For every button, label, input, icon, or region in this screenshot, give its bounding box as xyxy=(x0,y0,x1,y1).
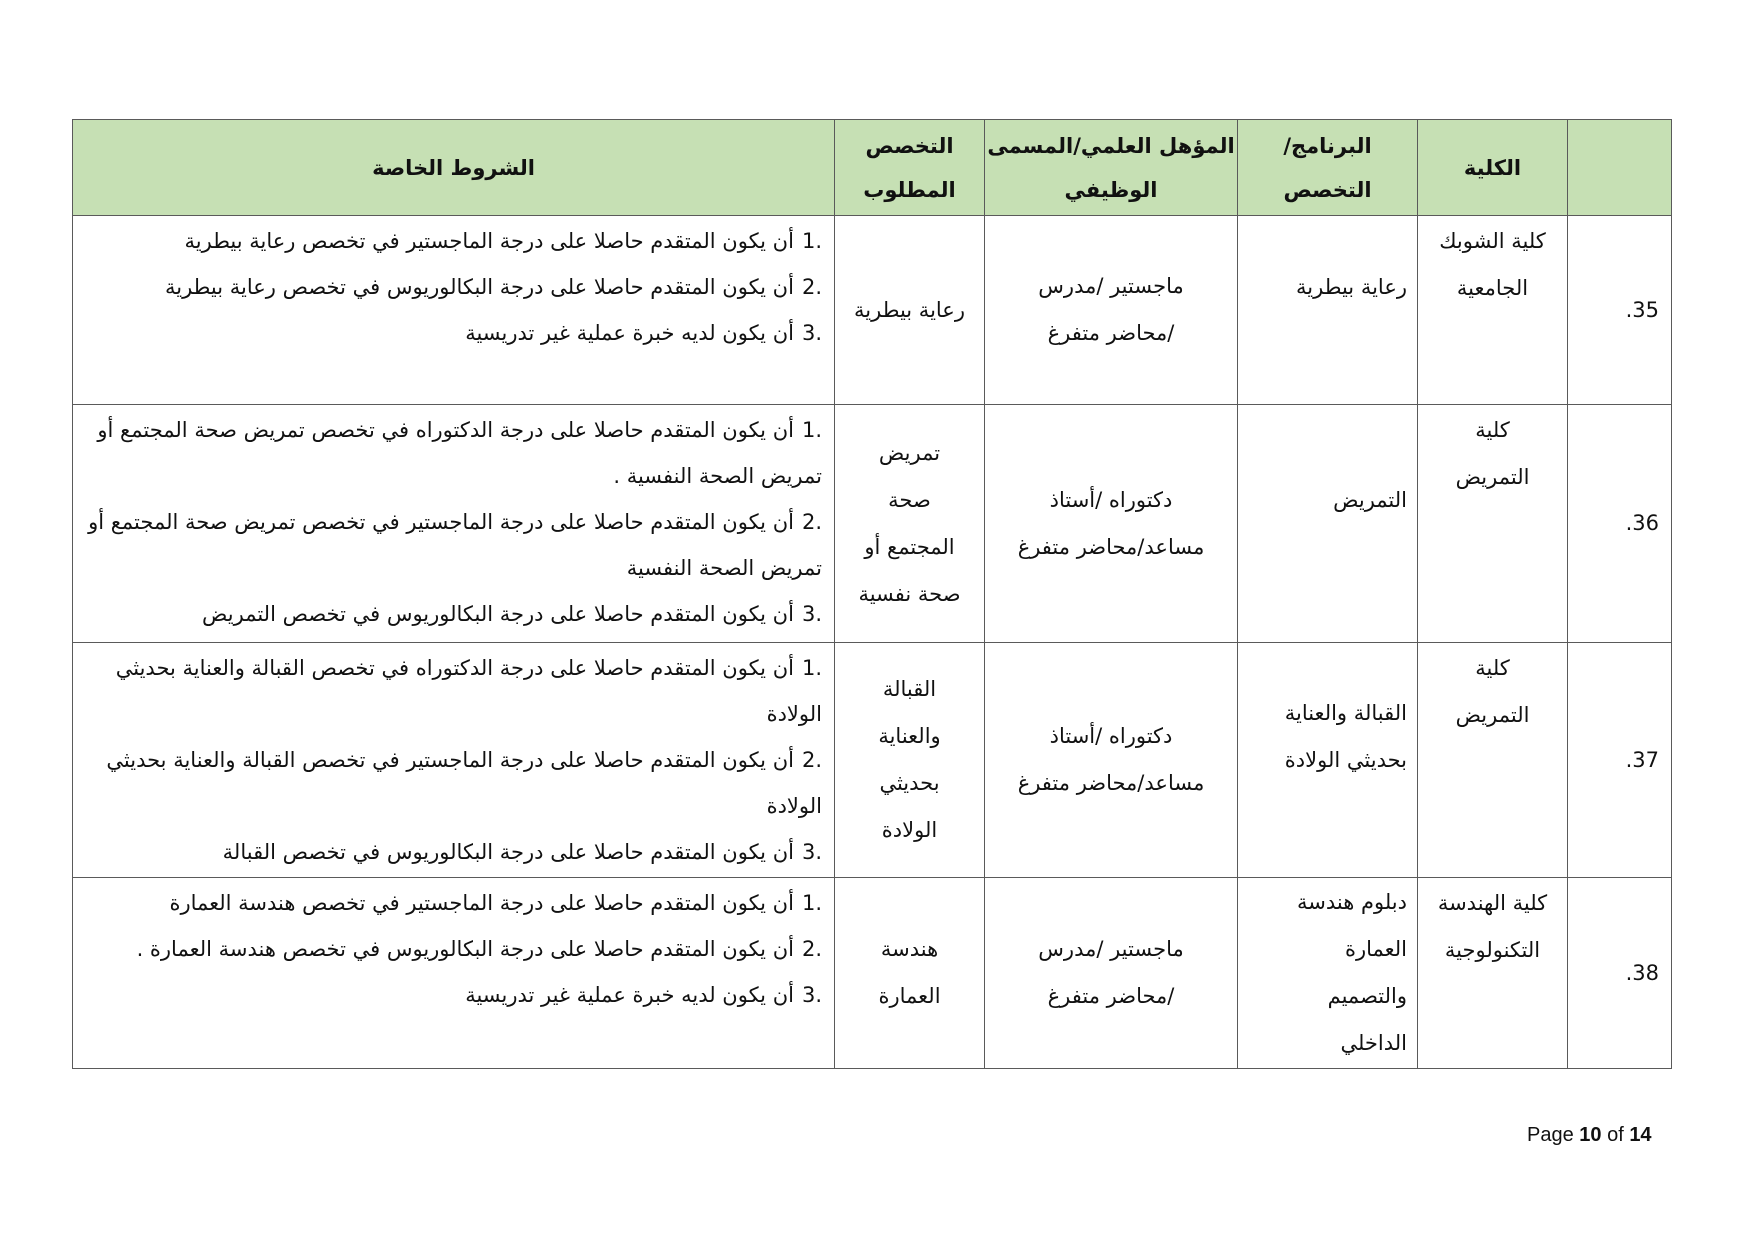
conditions-cell xyxy=(73,405,834,642)
positions-table xyxy=(72,119,1672,1069)
condition-number: 2. xyxy=(801,937,822,961)
specialization-cell-line: والعناية xyxy=(878,724,941,748)
program-cell xyxy=(1238,216,1417,404)
page-number: 10 xyxy=(1579,1124,1602,1146)
condition-item xyxy=(83,218,822,264)
condition-number: 3. xyxy=(801,840,822,864)
program-cell xyxy=(1238,405,1417,642)
condition-number: 1. xyxy=(801,229,822,253)
specialization-cell xyxy=(835,878,984,1068)
condition-item xyxy=(83,645,822,737)
college-cell-line: كلية xyxy=(1475,656,1510,680)
condition-item xyxy=(83,310,822,356)
condition-number: 3. xyxy=(801,983,822,1007)
row-number-cell xyxy=(1568,878,1671,1068)
qualification-cell-line: ماجستير /مدرس xyxy=(1038,274,1184,298)
qualification-cell-line: /محاضر متفرغ xyxy=(1047,321,1175,345)
condition-number: 2. xyxy=(801,510,822,534)
condition-text: أن يكون المتقدم حاصلا على درجة البكالوريوس في تخصص التمريض xyxy=(202,602,794,626)
condition-item xyxy=(83,972,822,1018)
qualification-cell-line: دكتوراه /أستاذ xyxy=(1049,487,1173,512)
program-cell-line: بحديثي الولادة xyxy=(1284,748,1407,772)
row-number: 36. xyxy=(1625,511,1659,535)
header-college xyxy=(1418,120,1567,215)
row-number-cell xyxy=(1568,216,1671,404)
specialization-cell xyxy=(835,405,984,642)
college-cell xyxy=(1418,216,1567,404)
program-cell-line: رعاية بيطرية xyxy=(1296,274,1407,299)
condition-text: أن يكون لديه خبرة عملية غير تدريسية xyxy=(465,983,794,1007)
header-specialization xyxy=(835,120,984,215)
program-cell-line: دبلوم هندسة xyxy=(1297,890,1407,914)
program-cell-line: والتصميم xyxy=(1327,984,1407,1008)
condition-number: 1. xyxy=(801,656,822,680)
header-qualification-label: الوظيفي xyxy=(1064,177,1158,202)
qualification-cell-line: ماجستير /مدرس xyxy=(1038,937,1184,961)
college-cell xyxy=(1418,405,1567,642)
condition-number: 2. xyxy=(801,275,822,299)
header-specialization-label: المطلوب xyxy=(863,177,956,202)
condition-text: أن يكون المتقدم حاصلا على درجة الماجستير في تخصص القبالة والعناية بحديثي الولادة xyxy=(106,748,822,818)
header-conditions xyxy=(73,120,834,215)
page-total: 14 xyxy=(1629,1124,1652,1146)
row-number: 38. xyxy=(1625,960,1659,985)
conditions-cell xyxy=(73,643,834,877)
condition-item xyxy=(83,737,822,829)
header-college-label: الكلية xyxy=(1463,155,1522,180)
college-cell-line: كلية الهندسة xyxy=(1437,891,1548,915)
condition-text: أن يكون المتقدم حاصلا على درجة الماجستير في تخصص تمريض صحة المجتمع أو تمريض الصحة النفسية xyxy=(88,510,822,580)
row-number: 35. xyxy=(1625,297,1659,322)
condition-text: أن يكون لديه خبرة عملية غير تدريسية xyxy=(465,321,794,345)
qualification-cell-line: مساعد/محاضر متفرغ xyxy=(1017,534,1205,559)
row-number-cell xyxy=(1568,405,1671,642)
qualification-cell xyxy=(985,878,1237,1068)
college-cell xyxy=(1418,878,1567,1068)
college-cell-line: التمريض xyxy=(1455,703,1530,727)
specialization-cell xyxy=(835,643,984,877)
conditions-cell xyxy=(73,216,834,404)
college-cell-line: التكنولوجية xyxy=(1444,938,1541,962)
college-cell-line: الجامعية xyxy=(1456,276,1529,300)
specialization-cell xyxy=(835,216,984,404)
conditions-cell xyxy=(73,878,834,1068)
condition-number: 3. xyxy=(801,602,822,626)
college-cell-line: كلية الشوبك xyxy=(1439,229,1546,253)
college-cell-line: كلية xyxy=(1475,418,1510,442)
row-number: 37. xyxy=(1625,747,1659,772)
specialization-cell-line: هندسة xyxy=(880,937,939,961)
condition-item xyxy=(83,407,822,499)
program-cell-line: القبالة والعناية xyxy=(1284,701,1407,725)
header-number-cell xyxy=(1568,120,1671,215)
header-conditions-label: الشروط الخاصة xyxy=(372,155,535,180)
page-footer xyxy=(1527,1124,1652,1147)
condition-item xyxy=(83,829,822,875)
college-cell xyxy=(1418,643,1567,877)
condition-item xyxy=(83,591,822,637)
qualification-cell-line: دكتوراه /أستاذ xyxy=(1049,724,1173,748)
page-of-label: of xyxy=(1601,1124,1630,1146)
specialization-cell-line: تمريض xyxy=(878,440,941,465)
row-number-cell xyxy=(1568,643,1671,877)
qualification-cell-line: /محاضر متفرغ xyxy=(1047,984,1175,1008)
condition-text: أن يكون المتقدم حاصلا على درجة البكالوريوس في تخصص القبالة xyxy=(222,840,794,864)
qualification-cell xyxy=(985,643,1237,877)
header-program-label: التخصص xyxy=(1283,177,1372,202)
program-cell-line: العمارة xyxy=(1344,937,1407,961)
header-program-label: البرنامج/ xyxy=(1283,133,1372,158)
header-specialization-label: التخصص xyxy=(865,133,954,158)
page-label: Page xyxy=(1527,1124,1580,1146)
specialization-cell-line: القبالة xyxy=(882,677,937,701)
condition-item xyxy=(83,880,822,926)
condition-text: أن يكون المتقدم حاصلا على درجة الماجستير في تخصص رعاية بيطرية xyxy=(184,229,794,253)
header-qualification-label: المؤهل العلمي/المسمى xyxy=(987,133,1235,158)
condition-text: أن يكون المتقدم حاصلا على درجة الدكتوراه في تخصص القبالة والعناية بحديثي الولادة xyxy=(115,656,822,726)
condition-text: أن يكون المتقدم حاصلا على درجة الماجستير في تخصص هندسة العمارة xyxy=(169,891,794,915)
program-cell xyxy=(1238,643,1417,877)
header-qualification xyxy=(985,120,1237,215)
qualification-cell xyxy=(985,405,1237,642)
specialization-cell-line: الولادة xyxy=(881,818,938,842)
condition-number: 1. xyxy=(801,891,822,915)
program-cell-line: التمريض xyxy=(1333,488,1407,512)
condition-item xyxy=(83,264,822,310)
qualification-cell xyxy=(985,216,1237,404)
condition-text: أن يكون المتقدم حاصلا على درجة البكالوريوس في تخصص رعاية بيطرية xyxy=(164,275,794,299)
specialization-cell-line: صحة نفسية xyxy=(858,581,961,606)
condition-text: أن يكون المتقدم حاصلا على درجة الدكتوراه في تخصص تمريض صحة المجتمع أو تمريض الصحة النفسية . xyxy=(97,418,822,488)
condition-number: 3. xyxy=(801,321,822,345)
specialization-cell-line: المجتمع أو xyxy=(864,534,955,559)
condition-text: أن يكون المتقدم حاصلا على درجة البكالوريوس في تخصص هندسة العمارة . xyxy=(136,937,794,961)
header-program xyxy=(1238,120,1417,215)
condition-number: 2. xyxy=(801,748,822,772)
condition-item xyxy=(83,499,822,591)
qualification-cell-line: مساعد/محاضر متفرغ xyxy=(1017,771,1205,795)
program-cell xyxy=(1238,878,1417,1068)
specialization-cell-line: العمارة xyxy=(878,984,941,1008)
program-cell-line: الداخلي xyxy=(1340,1031,1407,1055)
condition-item xyxy=(83,926,822,972)
college-cell-line: التمريض xyxy=(1455,465,1530,489)
condition-number: 1. xyxy=(801,418,822,442)
specialization-cell-line: بحديثي xyxy=(879,771,940,795)
specialization-cell-line: صحة xyxy=(888,487,931,512)
specialization-cell-line: رعاية بيطرية xyxy=(854,297,965,322)
